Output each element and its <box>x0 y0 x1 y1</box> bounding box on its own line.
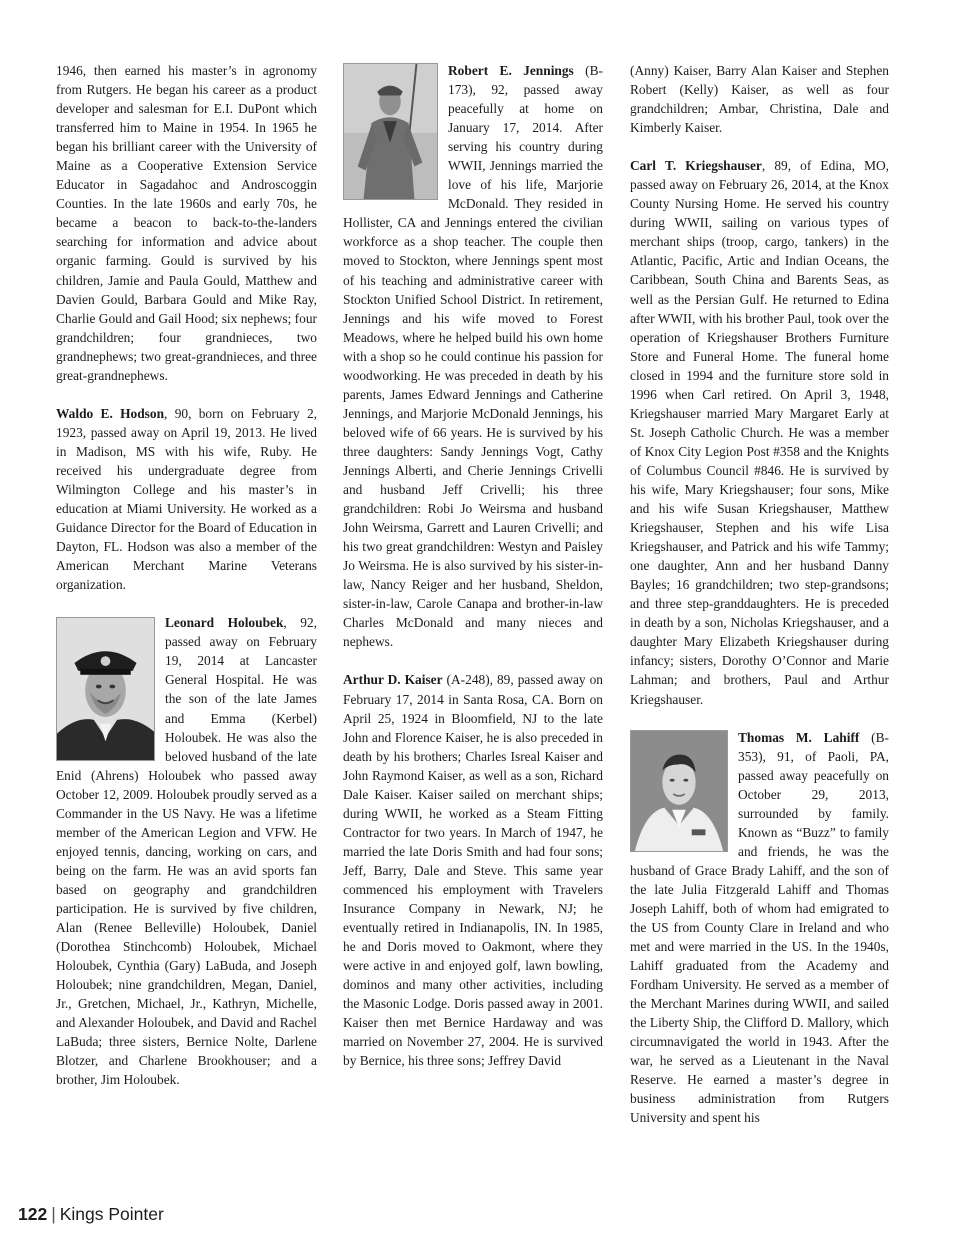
kaiser-obituary-continued: (Anny) Kaiser, Barry Alan Kaiser and Stephen Robert (Kelly) Kaiser, as well as four grandchildren; Ambar, Christina, Dale and Kimberly Kaiser. <box>630 63 889 136</box>
lahiff-text: (B-353), 91, of Paoli, PA, passed away peacefully on October 29, 2013, surrounded by family. Known as “Buzz” to family and friends, he was the husband of Grace Brady Lahiff, and the son of the late Julia Fitzgerald Lahiff and Thomas Joseph Lahiff, both of whom had emigrated to the US from County Clare in Ireland and who met and were married in the US. In the 1940s, Lahiff graduated from the Academy and Fordham University. He served as a member of the Merchant Marines during WWII, and sailed the Liberty Ship, the Clifford D. Mallory, which circumnavigated the world in 1943. After the war, he served as a Lieutenant in the Naval Reserve. He earned a master’s degree in business administration from Rutgers University and spent his <box>630 729 889 1126</box>
footer-separator: | <box>51 1204 56 1224</box>
kriegshauser-obituary <box>630 156 889 708</box>
jennings-text: (B-173), 92, passed away peacefully at home on January 17, 2014. After serving his country during WWII, Jennings married the love of his life, Marjorie McDonald. They resided in Hollister, CA and Jennings entered the civilian workforce as a shop teacher. The couple then moved to Stockton, where Jennings spent most of his teaching and administrative career with Stockton Unified School District. In retirement, Jennings and his wife moved to Forest Meadows, where he helped build his own home with a shop so he could continue his passion for woodworking. He was preceded in death by his parents, James Edward Jennings and Catherine Jennings, and Marjorie McDonald Jennings, his beloved wife of 66 years. He is survived by his three daughters: Sandy Jennings Vogt, Cathy Jennings Alberti, and Cherie Jennings Crivelli and husband Jeff Crivelli; his three grandchildren: Robi Jo Weirsma and husband John Weirsma, Garrett and Lauren Crivelli; and his two great grandchildren: Westyn and Paisley Jo Weirsma. He is also survived by his sister-in-law, Nancy Reiger and her husband, Sheldon, sister-in-law, Carole Canapa and brother-in-law Charles McDonald and many nieces and nephews. <box>343 63 603 650</box>
kaiser-text: (A-248), 89, passed away on February 17, 2014 in Santa Rosa, CA. Born on April 25, 1924 in Bloomfield, NJ to the late John and Florence Kaiser, he is also preceded in death by his brothers; Charles Isreal Kaiser and John Raymond Kaiser, as well as a son, Richard Dale Kaiser. Kaiser sailed on merchant ships; during WWII, he worked as a Steam Fitting Contractor for two years. In March of 1947, he married the late Doris Smith and had four sons; Jeff, Barry, Dale and Steve. This same year commenced his employment with Travelers Insurance Company in Newark, NJ; he eventually retired in Indianapolis, IN. In 1985, he and Doris moved to Oakmont, where they were active in and enjoyed golf, lawn bowling, dominos and many other activities, including the Masonic Lodge. Doris passed away in 2001. Kaiser then met Bernice Hardaway and was married on November 27, 2004. He is survived by Bernice, his three sons; Jeffrey David <box>343 672 603 1069</box>
jennings-name: Robert E. Jennings <box>448 63 574 78</box>
publication-name: Kings Pointer <box>59 1204 164 1224</box>
jennings-portrait-photo <box>343 63 438 200</box>
column-middle <box>343 61 603 1070</box>
hodson-name: Waldo E. Hodson <box>56 405 165 421</box>
hodson-obituary <box>56 404 317 594</box>
hodson-text: , 90, born on February 2, 1923, passed away on April 19, 2013. He lived in Madison, MS with his wife, Ruby. He received his undergraduate degree from Wilmington College and his master’s in education at Miami University. He worked as a Guidance Director for the Board of Education in Dayton, FL. Hodson was also a member of the American Merchant Marine Veterans organization. <box>56 405 317 593</box>
kriegshauser-name: Carl T. Kriegshauser <box>630 158 762 174</box>
lahiff-obituary <box>630 728 889 1128</box>
kriegshauser-text: , 89, of Edina, MO, passed away on February 26, 2014, at the Knox County Nursing Home. He served his country during WWII, sailing on various types of merchant ships (troop, cargo, tankers) in the Atlantic, Pacific, Artic and Indian Oceans, the Caribbean, South China and Barents Seas, as well as the Persian Gulf. He returned to Edina after WWII, with his brother Paul, took over the operation of Kriegshauser Brothers Furniture Store and Funeral Home. The funeral home closed in 1994 and the furniture store sold in 1996 when Carl retired. On April 3, 1948, Kriegshauser married Mary Margaret Early at St. Joseph Catholic Church. He was a member of Knox City Legion Post #358 and the Knights of Columbus Council #846. He is survived by his wife, Mary Kriegshauser; four sons, Mike and his wife Susan Kriegshauser, Matthew Kriegshauser, Stephen and his wife Lisa Kriegshauser, and Patrick and his wife Tammy; one daughter, Ann and her husband Danny Bayles; 16 grandchildren; two step-grandsons; and three step-granddaughters. He is preceded in death by a son, Nicholas Kriegshauser, and a daughter Mary Elizabeth Kriegshauser during infancy; sisters, Dorothy O’Connor and Marie Lahman; and brothers, Paul and Arthur Kriegshauser. <box>630 158 889 707</box>
page-footer <box>18 1204 164 1225</box>
holoubek-portrait-photo <box>56 617 155 761</box>
holoubek-obituary <box>56 613 317 1089</box>
kaiser-obituary <box>343 670 603 1070</box>
holoubek-text: , 92, passed away on February 19, 2014 at Lancaster General Hospital. He was the son of the late James and Emma (Kerbel) Holoubek. He was also the beloved husband of the late Enid (Ahrens) Holoubek who passed away October 12, 2009. Holoubek proudly served as a Commander in the US Navy. He was a lifetime member of the American Legion and VFW. He enjoyed tennis, dancing, working on cars, and being on the farm. He was an avid sports fan based on geography and grandchildren participation. He is survived by five children, Alan (Renee Belleville) Holoubek, Daniel (Dorothea Stinchcomb) Holoubek, Michael Holoubek, Cynthia (Gary) LaBuda, and Joseph Holoubek; nine grandchildren, Megan, Daniel, Jr., Gretchen, Michael, Jr., Kathryn, Michelle, and Alexander Holoubek, and David and Rachel LaBuda; three sisters, Bernice Nolte, Darlene Blotzer, and Charlene Brookhouser; and a brother, Jim Holoubek. <box>56 615 318 1088</box>
page-number: 122 <box>18 1204 48 1224</box>
jennings-obituary <box>343 61 603 651</box>
lahiff-name: Thomas M. Lahiff <box>738 729 860 745</box>
kaiser-name: Arthur D. Kaiser <box>343 672 443 688</box>
column-right <box>630 61 889 1128</box>
lahiff-portrait-photo <box>630 730 728 852</box>
gould-obituary-continued: 1946, then earned his master’s in agronomy from Rutgers. He began his career as a product developer and salesman for E.I. DuPont which transferred him to Maine in 1954. In 1965 he began his brilliant career with the University of Maine as a Cooperative Extension Service Educator in Sagadahoc and Androscoggin Counties. In the late 1960s and early 70s, he became a beacon to back-to-the-landers searching for information and advice about organic farming. Gould is survived by his children, Jamie and Paula Gould, Matthew and Davien Gould, Barbara Gould and Mike Ray, Charlie Gould and Gail Hood; six nephews; four grandchildren; four grandnieces, two grandnephews; two great-grandnieces, and three great-grandnephews. <box>56 63 317 383</box>
column-left <box>56 61 317 1089</box>
holoubek-name: Leonard Holoubek <box>165 615 284 631</box>
